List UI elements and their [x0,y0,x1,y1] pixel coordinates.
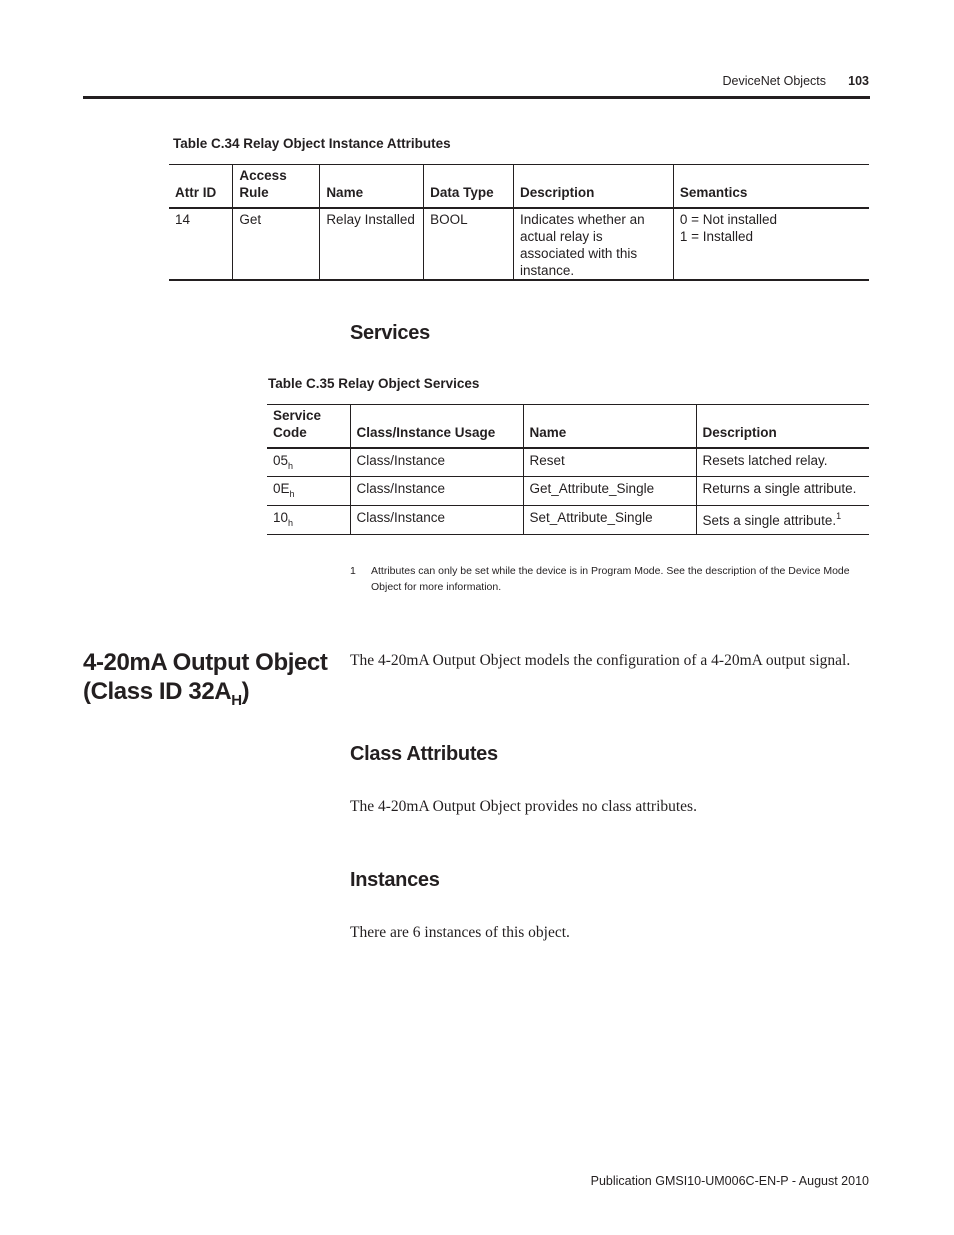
service-code: 10 [273,510,289,525]
service-name-cell: Get_Attribute_Single [523,477,696,506]
table34-col-description: Description [514,165,674,208]
table34-cell: Relay Installed [320,208,424,280]
table34 [169,164,869,281]
service-code-suffix: h [288,518,294,528]
service-code-suffix: h [289,489,295,499]
service-description: Sets a single attribute. [702,513,837,528]
class-attributes-heading: Class Attributes [350,743,498,765]
service-code-cell [267,477,350,506]
table35-col-usage: Class/Instance Usage [350,405,523,448]
table35 [267,404,869,535]
page-number: 103 [848,74,869,88]
intro-paragraph: The 4-20mA Output Object models the configuration of a 4-20mA output signal. [350,652,851,669]
class-attributes-paragraph: The 4-20mA Output Object provides no class attributes. [350,798,697,815]
table34-caption: Table C.34 Relay Object Instance Attributes [173,136,451,151]
table34-cell: 14 [175,211,191,227]
footnote-number: 1 [350,565,356,577]
service-code-suffix: h [288,460,294,471]
usage-cell: Class/Instance [350,448,523,477]
section-title [83,648,328,709]
usage-cell: Class/Instance [350,506,523,535]
services-heading: Services [350,322,430,344]
instances-paragraph: There are 6 instances of this object. [350,924,570,941]
service-description: Returns a single attribute. [702,481,857,496]
table34-col-access-rule: Access Rule [233,165,320,208]
service-description-cell [696,448,869,477]
service-code-cell [267,448,350,477]
table34-col-name: Name [320,165,424,208]
service-description: Resets latched relay. [702,452,828,468]
footnote-text: Attributes can only be set while the device is in Program Mode. See the description of the Device Mode Object for more information. [371,565,850,593]
usage-cell: Class/Instance [350,477,523,506]
footnote-ref: 1 [836,511,842,521]
service-code: 05 [273,452,289,468]
table-row [267,448,869,477]
table34-col-attr-id: Attr ID [175,184,217,200]
running-header-section: DeviceNet Objects [722,74,826,88]
table35-caption: Table C.35 Relay Object Services [268,376,480,391]
table-row [267,506,869,535]
service-description-cell [696,506,869,535]
service-code: 0E [273,481,290,496]
table34-col-data-type: Data Type [424,165,514,208]
table34-header-row [169,165,869,208]
title-close-paren: ) [241,678,250,705]
table34-col-semantics: Semantics [673,165,869,208]
service-description-cell [696,477,869,506]
publication-footer: Publication GMSI10-UM006C-EN-P - August 2010 [590,1174,869,1188]
table35-col-description: Description [696,405,869,448]
title-class-id: (Class ID 32A [83,678,232,705]
table-row [169,208,869,280]
table35-header-row [267,405,869,448]
title-class-id-suffix: H [231,692,242,709]
service-name-cell: Reset [523,448,696,477]
table34-cell: BOOL [424,208,514,280]
section-title-line1: 4-20mA Output Object [83,649,328,676]
table-row [267,477,869,506]
header-rule [83,96,870,99]
section-title-line2 [83,677,327,709]
service-code-cell [267,506,350,535]
table35-col-service-code: Service Code [273,407,322,440]
table34-cell: Get [233,208,320,280]
service-name-cell: Set_Attribute_Single [523,506,696,535]
instances-heading: Instances [350,869,440,891]
table34-cell: 0 = Not installed 1 = Installed [673,208,869,280]
table35-col-name: Name [523,405,696,448]
table34-cell: Indicates whether an actual relay is associated with this instance. [514,208,674,280]
